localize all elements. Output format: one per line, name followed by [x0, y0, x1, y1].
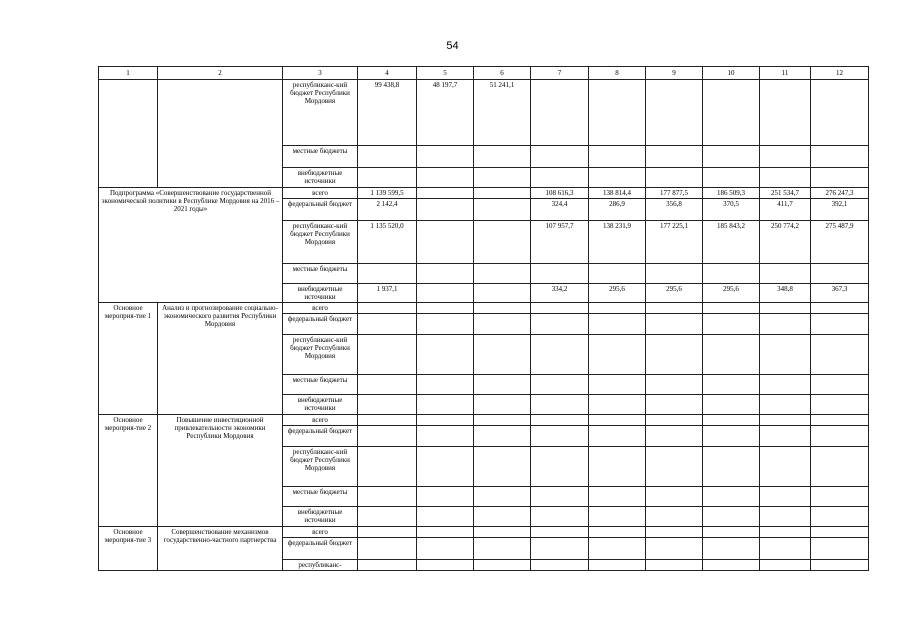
- value-cell: [589, 527, 646, 538]
- value-cell: [703, 264, 760, 284]
- value-cell: [417, 264, 474, 284]
- value-cell: 138 231,9: [589, 221, 646, 264]
- value-cell: [417, 426, 474, 447]
- funding-source-label: федеральный бюджет: [283, 199, 358, 221]
- value-cell: [417, 146, 474, 168]
- value-cell: [589, 264, 646, 284]
- name-cell: [158, 80, 283, 188]
- value-cell: [760, 314, 811, 335]
- value-cell: [811, 395, 869, 415]
- value-cell: [703, 426, 760, 447]
- value-cell: [646, 507, 703, 527]
- value-cell: 275 487,9: [811, 221, 869, 264]
- value-cell: [589, 146, 646, 168]
- value-cell: [474, 487, 531, 507]
- value-cell: [358, 146, 417, 168]
- value-cell: [474, 395, 531, 415]
- value-cell: [589, 80, 646, 146]
- value-cell: 250 774,2: [760, 221, 811, 264]
- funding-source-label: республиканс-: [283, 560, 358, 571]
- value-cell: [646, 264, 703, 284]
- main-event-label: Основное мероприя-тие 3: [99, 527, 158, 571]
- value-cell: [358, 335, 417, 375]
- value-cell: 177 225,1: [646, 221, 703, 264]
- value-cell: [703, 447, 760, 487]
- value-cell: 295,6: [589, 284, 646, 303]
- value-cell: [760, 527, 811, 538]
- value-cell: [531, 415, 589, 426]
- value-cell: [646, 527, 703, 538]
- value-cell: 2 142,4: [358, 199, 417, 221]
- column-number: 10: [703, 67, 760, 80]
- funding-source-label: республиканс-кий бюджет Республики Мордовия: [283, 335, 358, 375]
- value-cell: 186 509,3: [703, 188, 760, 199]
- value-cell: [358, 527, 417, 538]
- value-cell: [474, 284, 531, 303]
- value-cell: 411,7: [760, 199, 811, 221]
- value-cell: [646, 168, 703, 188]
- column-number: 4: [358, 67, 417, 80]
- funding-source-label: всего: [283, 303, 358, 314]
- value-cell: [531, 146, 589, 168]
- value-cell: [703, 415, 760, 426]
- value-cell: [417, 221, 474, 264]
- funding-source-label: внебюджетные источники: [283, 168, 358, 188]
- value-cell: 324,4: [531, 199, 589, 221]
- value-cell: [474, 527, 531, 538]
- value-cell: [760, 487, 811, 507]
- main-event-name: Анализ и прогнозирование социально-экономического развития Республики Мордовия: [158, 303, 283, 415]
- value-cell: [760, 168, 811, 188]
- value-cell: 108 616,3: [531, 188, 589, 199]
- value-cell: [358, 168, 417, 188]
- value-cell: [417, 527, 474, 538]
- value-cell: [811, 415, 869, 426]
- funding-source-label: федеральный бюджет: [283, 314, 358, 335]
- value-cell: [760, 538, 811, 560]
- value-cell: [531, 80, 589, 146]
- value-cell: [760, 415, 811, 426]
- value-cell: [417, 188, 474, 199]
- value-cell: [358, 487, 417, 507]
- funding-source-label: федеральный бюджет: [283, 538, 358, 560]
- value-cell: [811, 426, 869, 447]
- value-cell: [589, 375, 646, 395]
- value-cell: [760, 335, 811, 375]
- value-cell: [703, 538, 760, 560]
- value-cell: [646, 146, 703, 168]
- table-row: [99, 415, 869, 426]
- value-cell: 392,1: [811, 199, 869, 221]
- funding-source-label: республиканс-кий бюджет Республики Мордовия: [283, 80, 358, 146]
- value-cell: [589, 507, 646, 527]
- value-cell: [589, 487, 646, 507]
- column-number: 1: [99, 67, 158, 80]
- value-cell: 334,2: [531, 284, 589, 303]
- funding-source-label: всего: [283, 527, 358, 538]
- value-cell: [531, 507, 589, 527]
- main-event-label: Основное мероприя-тие 1: [99, 303, 158, 415]
- column-number: 12: [811, 67, 869, 80]
- table-row: [99, 527, 869, 538]
- funding-source-label: федеральный бюджет: [283, 426, 358, 447]
- funding-source-label: местные бюджеты: [283, 264, 358, 284]
- table-row: [99, 188, 869, 199]
- value-cell: [760, 395, 811, 415]
- value-cell: [646, 375, 703, 395]
- value-cell: [531, 395, 589, 415]
- value-cell: [646, 560, 703, 571]
- value-cell: [646, 447, 703, 487]
- value-cell: 177 877,5: [646, 188, 703, 199]
- value-cell: [531, 168, 589, 188]
- value-cell: [811, 146, 869, 168]
- value-cell: [474, 264, 531, 284]
- value-cell: [358, 303, 417, 314]
- value-cell: [358, 507, 417, 527]
- value-cell: [417, 447, 474, 487]
- value-cell: [531, 264, 589, 284]
- value-cell: [589, 415, 646, 426]
- value-cell: [646, 80, 703, 146]
- value-cell: 356,8: [646, 199, 703, 221]
- value-cell: [474, 375, 531, 395]
- column-number: 9: [646, 67, 703, 80]
- value-cell: [811, 264, 869, 284]
- value-cell: [703, 560, 760, 571]
- value-cell: [811, 538, 869, 560]
- column-number: 3: [283, 67, 358, 80]
- value-cell: [417, 168, 474, 188]
- value-cell: 48 197,7: [417, 80, 474, 146]
- value-cell: 276 247,3: [811, 188, 869, 199]
- value-cell: [531, 487, 589, 507]
- funding-source-label: внебюджетные источники: [283, 507, 358, 527]
- value-cell: [703, 375, 760, 395]
- table-row: [99, 303, 869, 314]
- value-cell: [474, 146, 531, 168]
- value-cell: [646, 426, 703, 447]
- value-cell: [417, 375, 474, 395]
- value-cell: [417, 538, 474, 560]
- value-cell: [811, 168, 869, 188]
- column-number: 8: [589, 67, 646, 80]
- value-cell: [474, 303, 531, 314]
- value-cell: [531, 560, 589, 571]
- value-cell: [811, 447, 869, 487]
- column-number: 6: [474, 67, 531, 80]
- value-cell: 1 937,1: [358, 284, 417, 303]
- value-cell: [760, 264, 811, 284]
- value-cell: [417, 303, 474, 314]
- value-cell: [589, 168, 646, 188]
- value-cell: [646, 335, 703, 375]
- value-cell: [646, 395, 703, 415]
- value-cell: 370,5: [703, 199, 760, 221]
- funding-source-label: всего: [283, 188, 358, 199]
- value-cell: [703, 168, 760, 188]
- value-cell: [417, 199, 474, 221]
- value-cell: [474, 335, 531, 375]
- value-cell: [474, 415, 531, 426]
- value-cell: [811, 303, 869, 314]
- value-cell: [358, 395, 417, 415]
- funding-source-label: местные бюджеты: [283, 487, 358, 507]
- value-cell: [646, 415, 703, 426]
- value-cell: [358, 314, 417, 335]
- value-cell: 286,9: [589, 199, 646, 221]
- value-cell: [703, 303, 760, 314]
- value-cell: [589, 426, 646, 447]
- value-cell: 138 814,4: [589, 188, 646, 199]
- value-cell: [474, 199, 531, 221]
- value-cell: [703, 527, 760, 538]
- value-cell: [358, 375, 417, 395]
- funding-source-label: местные бюджеты: [283, 146, 358, 168]
- main-event-name: Повышение инвестиционной привлекательности экономики Республики Мордовия: [158, 415, 283, 527]
- value-cell: 1 135 520,0: [358, 221, 417, 264]
- value-cell: [589, 303, 646, 314]
- value-cell: [646, 538, 703, 560]
- value-cell: 295,6: [703, 284, 760, 303]
- column-number: 7: [531, 67, 589, 80]
- value-cell: [417, 507, 474, 527]
- value-cell: [811, 560, 869, 571]
- value-cell: [531, 447, 589, 487]
- value-cell: [703, 487, 760, 507]
- value-cell: [760, 303, 811, 314]
- value-cell: [589, 538, 646, 560]
- value-cell: [474, 507, 531, 527]
- value-cell: [417, 314, 474, 335]
- value-cell: [417, 284, 474, 303]
- header-row: [99, 67, 869, 80]
- column-number: 5: [417, 67, 474, 80]
- value-cell: [474, 314, 531, 335]
- value-cell: [358, 447, 417, 487]
- main-event-label: Основное мероприя-тие 2: [99, 415, 158, 527]
- value-cell: [417, 560, 474, 571]
- value-cell: [531, 538, 589, 560]
- value-cell: [417, 487, 474, 507]
- value-cell: [358, 426, 417, 447]
- value-cell: [474, 447, 531, 487]
- value-cell: [531, 335, 589, 375]
- value-cell: [760, 146, 811, 168]
- value-cell: [811, 375, 869, 395]
- value-cell: [646, 314, 703, 335]
- event-cell: [99, 80, 158, 188]
- value-cell: [474, 560, 531, 571]
- funding-source-label: республиканс-кий бюджет Республики Мордовия: [283, 447, 358, 487]
- value-cell: [760, 80, 811, 146]
- value-cell: [531, 375, 589, 395]
- value-cell: [760, 447, 811, 487]
- funding-source-label: внебюджетные источники: [283, 284, 358, 303]
- value-cell: [474, 168, 531, 188]
- funding-source-label: республиканс-кий бюджет Республики Мордовия: [283, 221, 358, 264]
- value-cell: [589, 447, 646, 487]
- value-cell: [703, 395, 760, 415]
- value-cell: [811, 487, 869, 507]
- value-cell: [474, 538, 531, 560]
- value-cell: [417, 395, 474, 415]
- page-number: 54: [446, 40, 459, 52]
- value-cell: [646, 487, 703, 507]
- value-cell: [703, 507, 760, 527]
- value-cell: 185 843,2: [703, 221, 760, 264]
- value-cell: [589, 335, 646, 375]
- main-event-name: Совершенствование механизмов государственно-частного партнерства: [158, 527, 283, 571]
- value-cell: [358, 538, 417, 560]
- value-cell: [417, 335, 474, 375]
- value-cell: [531, 426, 589, 447]
- value-cell: 99 438,8: [358, 80, 417, 146]
- table-row: [99, 80, 869, 146]
- value-cell: [358, 560, 417, 571]
- value-cell: [811, 527, 869, 538]
- value-cell: [474, 221, 531, 264]
- value-cell: [760, 560, 811, 571]
- value-cell: [811, 314, 869, 335]
- value-cell: [760, 507, 811, 527]
- value-cell: [811, 80, 869, 146]
- value-cell: 107 957,7: [531, 221, 589, 264]
- column-number: 2: [158, 67, 283, 80]
- value-cell: [531, 527, 589, 538]
- value-cell: [646, 303, 703, 314]
- funding-source-label: всего: [283, 415, 358, 426]
- funding-source-label: местные бюджеты: [283, 375, 358, 395]
- value-cell: [589, 314, 646, 335]
- value-cell: [811, 335, 869, 375]
- value-cell: [589, 560, 646, 571]
- value-cell: [474, 188, 531, 199]
- value-cell: [703, 146, 760, 168]
- value-cell: [760, 426, 811, 447]
- value-cell: [703, 314, 760, 335]
- value-cell: [760, 375, 811, 395]
- value-cell: [417, 415, 474, 426]
- value-cell: 1 139 599,5: [358, 188, 417, 199]
- value-cell: [811, 507, 869, 527]
- value-cell: [474, 426, 531, 447]
- value-cell: [703, 335, 760, 375]
- value-cell: [358, 264, 417, 284]
- value-cell: 367,3: [811, 284, 869, 303]
- value-cell: [703, 80, 760, 146]
- value-cell: 348,8: [760, 284, 811, 303]
- budget-table: [98, 66, 869, 571]
- value-cell: [589, 395, 646, 415]
- column-number: 11: [760, 67, 811, 80]
- value-cell: [358, 415, 417, 426]
- value-cell: [531, 303, 589, 314]
- funding-source-label: внебюджетные источники: [283, 395, 358, 415]
- value-cell: 295,6: [646, 284, 703, 303]
- subprogram-title: Подпрограмма «Совершенствование государственной экономической политики в Республике Мордовия на 2016 – 2021 годы»: [99, 188, 283, 303]
- value-cell: [531, 314, 589, 335]
- value-cell: 51 241,1: [474, 80, 531, 146]
- value-cell: 251 534,7: [760, 188, 811, 199]
